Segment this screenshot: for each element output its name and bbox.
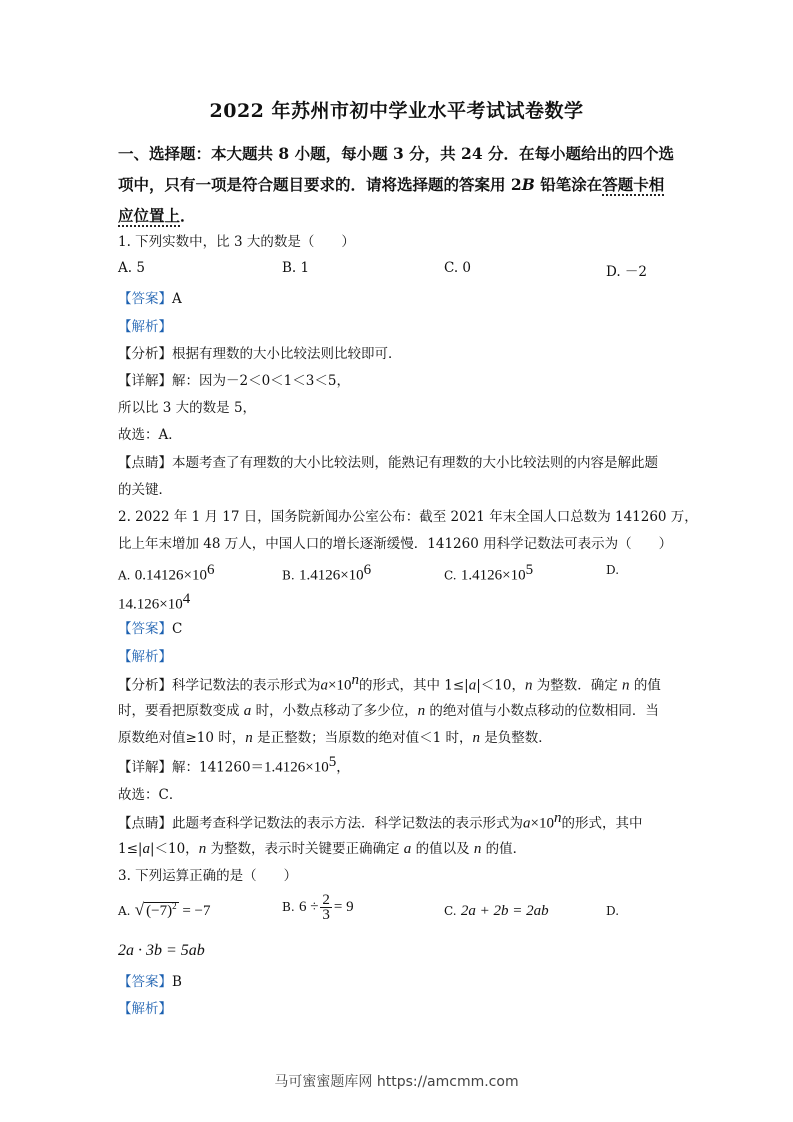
q2-analysis-tag: 【解析】 [118,649,172,665]
q2-fenxi-1: 【分析】科学记数法的表示形式为$a\times 10^n$的形式，其中 1≤|a|＜10，n 为整数．确定 n 的值 [118,672,661,694]
xiangjie-text: 解：因为－2＜0＜1＜3＜5， [172,373,350,389]
q1-option-a: A. 5 [118,260,145,276]
fenxi-tag: 【分析】 [118,346,172,362]
analysis-tag: 【解析】 [118,319,172,335]
q2-option-b: B. $1.4126\times 10^6$ [282,562,372,584]
xiangjie-tag: 【详解】 [118,373,172,389]
sqrt-sign-icon: √ [134,900,145,919]
q2-option-c: C. $1.4126\times 10^5$ [444,562,534,584]
fraction: $\frac{2}{3}$ [322,892,330,923]
q3-option-d: 2a · 3b = 5ab [118,942,205,959]
q1-line2: 所以比 3 大的数是 5， [118,400,257,416]
q2-fenxi-3: 原数绝对值≥10 时，n 是正整数；当原数的绝对值＜1 时，n 是负整数． [118,730,552,746]
q2-fenxi-2: 时，要看把原数变成 a 时，小数点移动了多少位，n 的绝对值与小数点移动的位数相同．当 [118,703,659,719]
q2-stem-1: 2. 2022 年 1 月 17 日，国务院新闻办公室公布：截至 2021 年末全国人口总数为 141260 万， [118,509,698,525]
q2-choose: 故选：C． [118,787,183,803]
q1-option-c: C. 0 [444,260,472,276]
q3-option-c: C. 2a + 2b = 2ab [444,903,549,919]
section-text-2: 铅笔涂在 [534,175,603,194]
dianjing-tag: 【点睛】 [118,455,172,471]
answer-value: A [172,291,182,307]
section-emphasis: 答题卡相应位置上 [118,175,665,225]
section-pencil-letter: B [521,175,535,194]
q2-answer: 【答案】C [118,621,183,637]
q3-stem: 3. 下列运算正确的是（ ） [118,868,298,884]
radicand: $(-7)^2$ [146,901,177,919]
q2-stem-2: 比上年末增加 48 万人，中国人口的增长逐渐缓慢．141260 用科学记数法可表示为（ ） [118,536,673,552]
q2-xiangjie: 【详解】解：$141260=1.4126\times 10^5$， [118,754,350,776]
q2-option-d: $14.126\times 10^4$ [118,591,191,613]
q1-stem: 1. 下列实数中，比 3 大的数是（ ） [118,234,355,250]
q2-dianjing-2: 1≤|a|＜10，n 为整数，表示时关键要正确确定 a 的值以及 n 的值． [118,841,527,857]
section-end: ． [180,206,196,225]
q1-dianjing-1 [118,451,658,471]
q2-dianjing-1: 【点睛】此题考查科学记数法的表示方法．科学记数法的表示形式为$a\times 10^n$的形式，其中 [118,810,643,832]
q1-answer [118,287,182,307]
q2-option-a: A. $0.14126\times 10^6$ [118,562,215,584]
q3-option-a: A. √ $(-7)^2 = -7$ [118,900,211,919]
q1-option-b: B. 1 [282,260,310,276]
q3-option-d-label: D. [606,904,620,918]
footer-watermark[interactable]: 马可蜜蜜题库网 https://amcmm.com [274,1074,519,1090]
q3-option-b: B. 6 ÷ $\frac{2}{3}$ = 9 [282,892,354,923]
q2-option-d-label: D. [606,563,620,577]
q1-fenxi [118,342,402,362]
dianjing-text: 本题考查了有理数的大小比较法则，能熟记有理数的大小比较法则的内容是解此题 [172,455,658,471]
fenxi-text: 根据有理数的大小比较法则比较即可． [172,346,402,362]
q1-choose: 故选：A． [118,427,182,443]
q1-dianjing-2: 的关键． [118,482,172,498]
q1-xiangjie [118,369,350,389]
q1-analysis-tag [118,315,172,335]
page-title: 2022 年苏州市初中学业水平考试试卷数学 [209,100,584,122]
q3-analysis-tag: 【解析】 [118,1001,172,1017]
section-text-1: 一、选择题：本大题共 8 小题，每小题 3 分，共 24 分．在每小题给出的四个选项中，只有一项是符合题目要求的．请将选择题的答案用 2 [118,144,675,194]
section-heading [118,138,678,231]
q1-option-d: D. －2 [606,264,648,280]
answer-tag: 【答案】 [118,291,172,307]
q3-answer: 【答案】B [118,974,182,990]
